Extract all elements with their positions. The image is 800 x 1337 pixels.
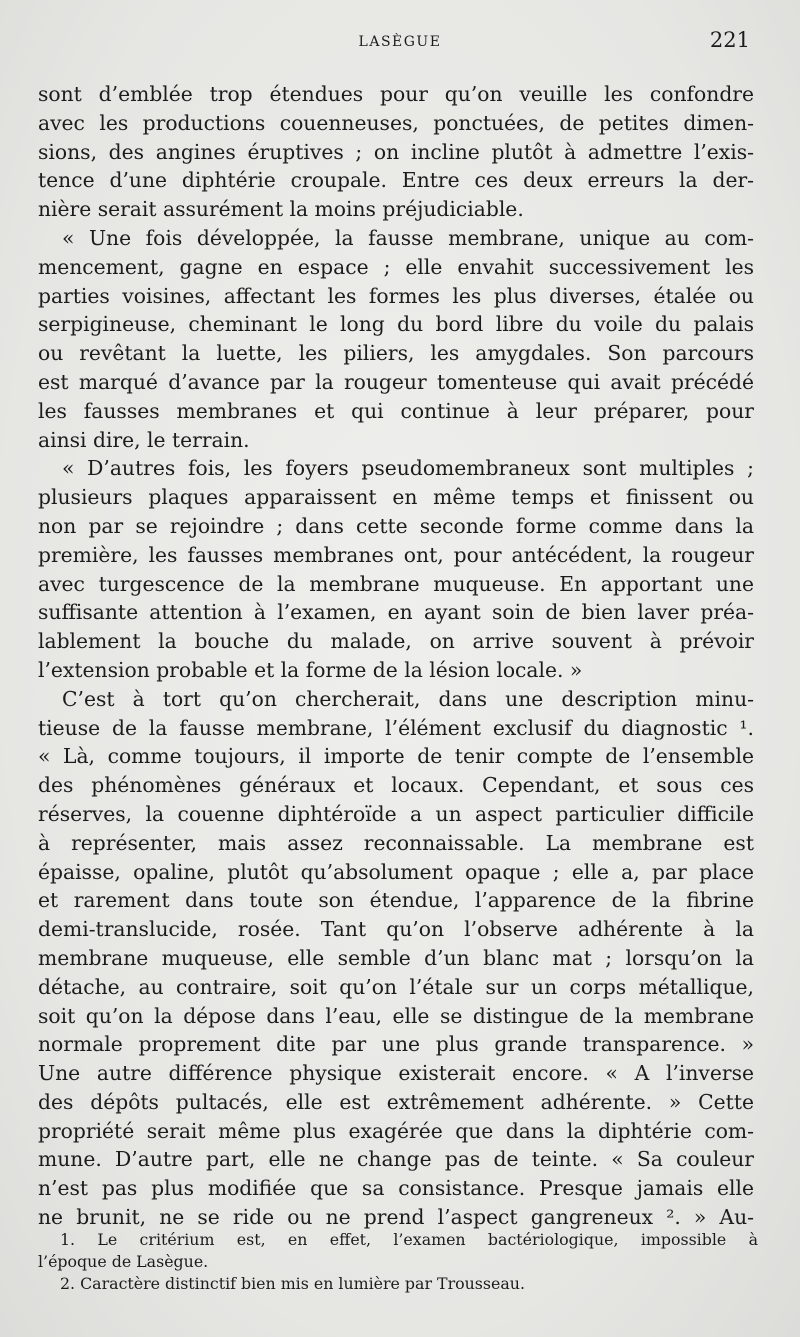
- text-line: l’extension probable et la forme de la lésion locale. »: [38, 657, 583, 682]
- text-line: membrane muqueuse, elle semble d’un blanc mat ; lorsqu’on la: [38, 945, 754, 970]
- text-line: tence d’une diphtérie croupale. Entre ces deux erreurs la der-: [38, 168, 754, 193]
- text-line: des phénomènes généraux et locaux. Cependant, et sous ces: [38, 773, 754, 798]
- running-title: LASÈGUE: [358, 34, 442, 50]
- text-line: les fausses membranes et qui continue à leur préparer, pour: [38, 398, 754, 423]
- text-line: C’est à tort qu’on chercherait, dans une description minu-: [62, 686, 754, 711]
- text-line: avec les productions couenneuses, ponctuées, de petites dimen-: [38, 110, 754, 135]
- text-line: épaisse, opaline, plutôt qu’absolument opaque ; elle a, par place: [38, 859, 754, 884]
- footnotes: [38, 1229, 758, 1295]
- text-line: plusieurs plaques apparaissent en même temps et finissent ou: [38, 485, 754, 510]
- main-text: [38, 80, 754, 1232]
- text-line: à représenter, mais assez reconnaissable. La membrane est: [38, 830, 754, 855]
- text-line: réserves, la couenne diphtéroïde a un aspect particulier difficile: [38, 801, 754, 826]
- page-header: [0, 28, 800, 62]
- text-line: détache, au contraire, soit qu’on l’étale sur un corps métallique,: [38, 974, 754, 999]
- text-line: suffisante attention à l’examen, en ayant soin de bien laver préa-: [38, 600, 754, 625]
- footnote-1-continued: l’époque de Lasègue.: [38, 1252, 209, 1271]
- text-line: propriété serait même plus exagérée que dans la diphtérie com-: [38, 1118, 754, 1143]
- text-line: des dépôts pultacés, elle est extrêmement adhérente. » Cette: [38, 1089, 754, 1114]
- text-line: serpigineuse, cheminant le long du bord libre du voile du palais: [38, 312, 754, 337]
- footnote-2: 2. Caractère distinctif bien mis en lumière par Trousseau.: [60, 1274, 525, 1293]
- text-line: première, les fausses membranes ont, pour antécédent, la rougeur: [38, 542, 754, 567]
- footnote-1: 1. Le critérium est, en effet, l’examen bactériologique, impossible à: [60, 1230, 758, 1249]
- text-line: « D’autres fois, les foyers pseudomembraneux sont multiples ;: [62, 456, 754, 481]
- text-line: mencement, gagne en espace ; elle envahit successivement les: [38, 254, 754, 279]
- text-line: demi-translucide, rosée. Tant qu’on l’observe adhérente à la: [38, 917, 754, 942]
- text-line: ne brunit, ne se ride ou ne prend l’aspect gangreneux ². » Au-: [38, 1205, 754, 1230]
- text-line: « Une fois développée, la fausse membrane, unique au com-: [62, 225, 754, 250]
- text-line: Une autre différence physique existerait encore. « A l’inverse: [38, 1061, 754, 1086]
- text-line: n’est pas plus modifiée que sa consistance. Presque jamais elle: [38, 1176, 754, 1201]
- text-line: parties voisines, affectant les formes les plus diverses, étalée ou: [38, 283, 754, 308]
- text-line: avec turgescence de la membrane muqueuse. En apportant une: [38, 571, 754, 596]
- text-line: soit qu’on la dépose dans l’eau, elle se distingue de la membrane: [38, 1003, 754, 1028]
- text-line: « Là, comme toujours, il importe de tenir compte de l’ensemble: [38, 744, 754, 769]
- text-line: lablement la bouche du malade, on arrive souvent à prévoir: [38, 629, 754, 654]
- text-line: mune. D’autre part, elle ne change pas de teinte. « Sa couleur: [38, 1147, 754, 1172]
- text-line: ou revêtant la luette, les piliers, les amygdales. Son parcours: [38, 341, 754, 366]
- text-line: non par se rejoindre ; dans cette seconde forme comme dans la: [38, 513, 754, 538]
- text-line: normale proprement dite par une plus grande transparence. »: [38, 1032, 754, 1057]
- page-number: 221: [709, 28, 750, 52]
- text-line: sont d’emblée trop étendues pour qu’on veuille les confondre: [38, 82, 754, 106]
- text-line: sions, des angines éruptives ; on incline plutôt à admettre l’exis-: [38, 139, 754, 164]
- text-line: tieuse de la fausse membrane, l’élément exclusif du diagnostic ¹.: [38, 715, 754, 740]
- text-line: est marqué d’avance par la rougeur tomenteuse qui avait précédé: [38, 369, 754, 394]
- text-line: ainsi dire, le terrain.: [38, 427, 250, 452]
- text-line: nière serait assurément la moins préjudiciable.: [38, 197, 524, 222]
- text-line: et rarement dans toute son étendue, l’apparence de la fibrine: [38, 888, 754, 913]
